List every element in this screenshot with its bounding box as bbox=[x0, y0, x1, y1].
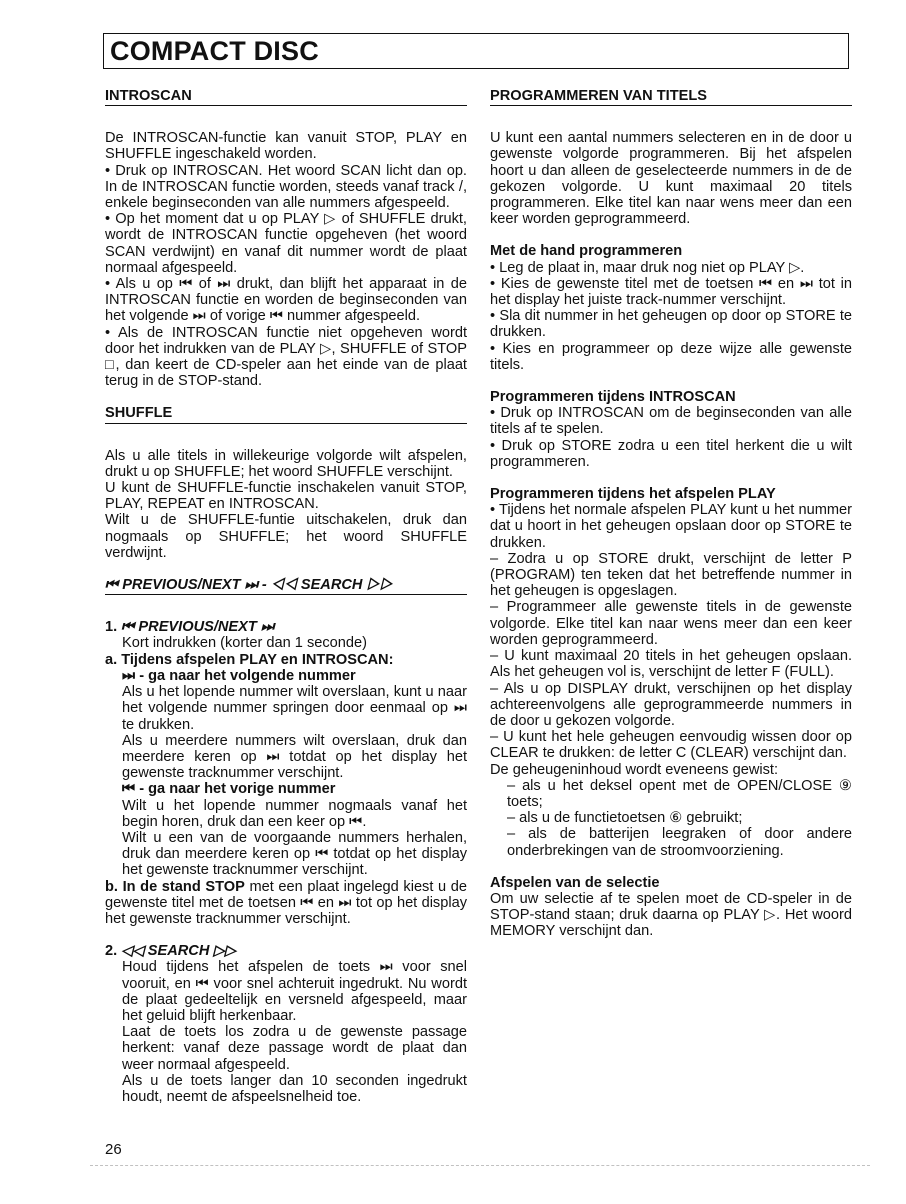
introscan-heading: INTROSCAN bbox=[105, 88, 467, 106]
scan-artifact-divider bbox=[90, 1165, 870, 1167]
page-title: COMPACT DISC bbox=[110, 36, 319, 66]
play-prog-b6: – U kunt het hele geheugen eenvoudig wissen door op CLEAR te drukken: de letter C (CLEAR) verschijnt dan. bbox=[490, 729, 852, 762]
manual-b1: • Leg de plaat in, maar druk nog niet op PLAY ▷. bbox=[490, 259, 805, 276]
item2-p1: Houd tijdens het afspelen de toets ⏭ voor snel vooruit, en ⏮ voor snel achteruit ingedrukt. Nu wordt de plaat gedeeltelijk en versneld afgespeeld, maar het geluid blijft herkenbaar. bbox=[122, 959, 467, 1024]
next-title: ⏭ - ga naar het volgende nummer bbox=[122, 667, 356, 684]
prev-p2: Wilt u een van de voorgaande nummers herhalen, druk dan meerdere keren op ⏮ totdat op het display het gewenste tracknummer verschijnt. bbox=[122, 829, 467, 879]
selection-title: Afspelen van de selectie bbox=[490, 874, 660, 891]
next-p1: Als u het lopende nummer wilt overslaan, kunt u naar het volgende nummer springen door eenmaal op ⏭ te drukken. bbox=[122, 684, 467, 733]
shuffle-p3: Wilt u de SHUFFLE-funtie uitschakelen, druk dan nogmaals op SHUFFLE; het woord SHUFFLE verdwijnt. bbox=[105, 512, 467, 561]
introscan-p4: • Als u op ⏮ of ⏭ drukt, dan blijft het apparaat in de INTROSCAN functie en worden de beginseconden van het volgende ⏭ of vorige ⏮ nummer afgespeeld. bbox=[105, 276, 467, 325]
play-prog-title: Programmeren tijdens het afspelen PLAY bbox=[490, 486, 776, 503]
right-column bbox=[490, 88, 852, 940]
play-prog-s2: – als u de functietoetsen ⑥ gebruikt; bbox=[507, 810, 743, 827]
manual-b2: • Kies de gewenste titel met de toetsen ⏮ en ⏭ tot in het display het juiste track-nummer verschijnt. bbox=[490, 275, 852, 309]
item2-p2: Laat de toets los zodra u de gewenste passage herkent: vanaf deze passage wordt de plaat dan weer normaal afgespeeld. bbox=[122, 1024, 467, 1073]
manual-b3: • Sla dit nummer in het geheugen op door op STORE te drukken. bbox=[490, 308, 852, 341]
programming-intro: U kunt een aantal nummers selecteren en in de door u gewenste volgorde programmeren. Bij het afspelen hoort u dan alleen de geselecteerde nummers in de de gekozen volgorde. U kunt maximaal 20 titels programmeren. Elke titel kan naar wens meer dan een keer worden geprogrammeerd. bbox=[490, 130, 852, 228]
shuffle-p2: U kunt de SHUFFLE-functie inschakelen vanuit STOP, PLAY, REPEAT en INTROSCAN. bbox=[105, 480, 467, 513]
introscan-prog-title: Programmeren tijdens INTROSCAN bbox=[490, 389, 736, 406]
manual-title: Met de hand programmeren bbox=[490, 243, 683, 260]
left-column bbox=[105, 88, 467, 1105]
introscan-p5: • Als de INTROSCAN functie niet opgeheven wordt door het indrukken van de PLAY ▷, SHUFFLE of STOP □, dan keert de CD-speler aan het einde van de plaat terug in de STOP-stand. bbox=[105, 324, 467, 390]
item2-number: 2. bbox=[105, 943, 118, 960]
item2-p3: Als u de toets langer dan 10 seconden ingedrukt houdt, neemt de afspeelsnelheid toe. bbox=[122, 1072, 467, 1105]
prev-p1: Wilt u het lopende nummer nogmaals vanaf het begin horen, druk dan een keer op ⏮. bbox=[122, 797, 467, 830]
item1-title: ⏮ PREVIOUS/NEXT ⏭ bbox=[121, 619, 275, 636]
introscan-p2: • Druk op INTROSCAN. Het woord SCAN licht dan op. In de INTROSCAN functie worden, steeds vanaf track /, enkele beginseconden van alle nummers afgespeeld. bbox=[105, 162, 467, 212]
item-a-label: a. Tijdens afspelen PLAY en INTROSCAN: bbox=[105, 651, 394, 668]
play-prog-s1: – als u het deksel opent met de OPEN/CLOSE ⑨ toets; bbox=[507, 777, 852, 810]
play-prog-b7: De geheugeninhoud wordt eveneens gewist: bbox=[490, 761, 779, 778]
programming-heading: PROGRAMMEREN VAN TITELS bbox=[490, 88, 852, 106]
item-b-label: b. In de stand STOP bbox=[105, 878, 245, 895]
page-number: 26 bbox=[105, 1141, 122, 1158]
prevnext-heading: ⏮ PREVIOUS/NEXT ⏭ - ◁◁ SEARCH ▷▷ bbox=[105, 577, 467, 595]
play-prog-b4: – U kunt maximaal 20 titels in het geheugen opslaan. Als het geheugen vol is, verschijnt de letter F (FULL). bbox=[490, 648, 852, 681]
shuffle-heading: SHUFFLE bbox=[105, 405, 467, 423]
play-prog-s3: – als de batterijen leegraken of door andere onderbrekingen van de stroomvoorziening. bbox=[507, 826, 852, 859]
selection-text: Om uw selectie af te spelen moet de CD-speler in de STOP-stand staan; druk daarna op PLAY ▷. Het woord MEMORY verschijnt dan. bbox=[490, 890, 852, 940]
prev-title: ⏮ - ga naar het vorige nummer bbox=[122, 781, 336, 798]
next-p2: Als u meerdere nummers wilt overslaan, druk dan meerdere keren op ⏭ totdat op het display het gewenste tracknummer verschijnt. bbox=[122, 732, 467, 782]
item-b-text: met een plaat ingelegd kiest u de gewenste titel met de toetsen ⏮ en ⏭ tot op het display het gewenste tracknummer verschijnt. bbox=[105, 878, 467, 927]
manual-b4: • Kies en programmeer op deze wijze alle gewenste titels. bbox=[490, 340, 852, 373]
shuffle-p1: Als u alle titels in willekeurige volgorde wilt afspelen, drukt u op SHUFFLE; het woord SHUFFLE verschijnt. bbox=[105, 447, 467, 480]
introscan-prog-b2: • Druk op STORE zodra u een titel herkent die u wilt programmeren. bbox=[490, 437, 852, 470]
play-prog-b5: – Als u op DISPLAY drukt, verschijnen op het display achtereenvolgens alle geprogrammeerde nummers in de door u gekozen volgorde. bbox=[490, 680, 852, 729]
item2-title: ◁◁ SEARCH ▷▷ bbox=[121, 943, 236, 960]
item1-number: 1. bbox=[105, 619, 118, 636]
introscan-p1: De INTROSCAN-functie kan vanuit STOP, PLAY en SHUFFLE ingeschakeld worden. bbox=[105, 130, 467, 163]
title-box bbox=[103, 33, 849, 69]
introscan-prog-b1: • Druk op INTROSCAN om de beginseconden van alle titels af te spelen. bbox=[490, 405, 852, 438]
item1-text: Kort indrukken (korter dan 1 seconde) bbox=[122, 635, 367, 652]
play-prog-b1: • Tijdens het normale afspelen PLAY kunt u het nummer dat u hoort in het geheugen opslaan door op STORE te drukken. bbox=[490, 502, 852, 551]
introscan-p3: • Op het moment dat u op PLAY ▷ of SHUFFLE drukt, wordt de INTROSCAN functie opgeheven (het woord SCAN verdwijnt) en vanaf dit nummer wordt de plaat normaal afgespeeld. bbox=[105, 211, 467, 276]
play-prog-b2: – Zodra u op STORE drukt, verschijnt de letter P (PROGRAM) ten teken dat het betreffende nummer in het geheugen is opgeslagen. bbox=[490, 550, 852, 600]
play-prog-b3: – Programmeer alle gewenste titels in de gewenste volgorde. Elke titel kan naar wens meer dan een keer worden geprogrammeerd. bbox=[490, 599, 852, 648]
